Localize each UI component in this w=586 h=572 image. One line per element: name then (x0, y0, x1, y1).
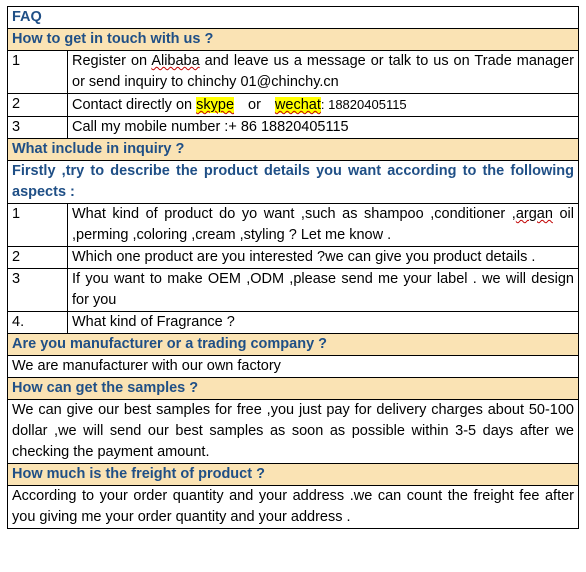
intro-text: Firstly ,try to describe the product details you want according to the following aspects : (8, 161, 579, 204)
answer-text: We are manufacturer with our own factory (8, 356, 579, 378)
table-row (8, 247, 579, 269)
text-segment: and leave us a message or talk to us on Trade manager or send inquiry to chinchy 01@chinchy.cn (72, 53, 574, 90)
question-4-heading: How can get the samples ? (8, 378, 579, 400)
question-1-header (8, 29, 579, 51)
text-segment: What kind of product do yo want ,such as shampoo ,conditioner , (72, 206, 516, 222)
row-text: Which one product are you interested ?we can give you product details . (68, 247, 579, 269)
text-segment: argan (515, 206, 553, 222)
text-segment: oil ,perming ,coloring ,cream ,styling ? Let me know . (72, 206, 574, 243)
question-3-header (8, 334, 579, 356)
row-text: Call my mobile number :+ 86 18820405115 (68, 117, 579, 139)
intro-row (8, 161, 579, 204)
row-text (68, 51, 579, 94)
row-number: 2 (8, 94, 68, 117)
question-5-header (8, 464, 579, 486)
row-number: 3 (8, 117, 68, 139)
table-row (8, 51, 579, 94)
phone-number: : 18820405115 (320, 97, 407, 112)
text-segment: Register on (72, 53, 152, 69)
row-number: 2 (8, 247, 68, 269)
row-number: 1 (8, 204, 68, 247)
row-number: 1 (8, 51, 68, 94)
wechat-link[interactable]: wechat (274, 97, 321, 113)
question-3-heading: Are you manufacturer or a trading company ? (8, 334, 579, 356)
answer-text: According to your order quantity and your address .we can count the freight fee after you giving me your order quantity and your address . (8, 486, 579, 529)
row-text (68, 94, 579, 117)
text-segment: or (248, 97, 261, 113)
answer-row (8, 356, 579, 378)
faq-title: FAQ (8, 7, 579, 29)
table-row (8, 312, 579, 334)
table-row (8, 117, 579, 139)
table-row (8, 94, 579, 117)
alibaba-link[interactable]: Alibaba (151, 53, 200, 69)
table-row (8, 269, 579, 312)
question-2-header (8, 139, 579, 161)
faq-table (7, 6, 579, 529)
row-number: 4. (8, 312, 68, 334)
question-2-heading: What include in inquiry ? (8, 139, 579, 161)
skype-link[interactable]: skype (196, 97, 235, 113)
question-5-heading: How much is the freight of product ? (8, 464, 579, 486)
text-segment: Contact directly on (72, 97, 197, 113)
answer-row (8, 486, 579, 529)
table-row (8, 204, 579, 247)
faq-title-row (8, 7, 579, 29)
answer-row (8, 400, 579, 464)
row-number: 3 (8, 269, 68, 312)
answer-text: We can give our best samples for free ,you just pay for delivery charges about 50-100 dollar ,we will send our best samples as soon as possible within 3-5 days after we checking the payment amount. (8, 400, 579, 464)
question-4-header (8, 378, 579, 400)
row-text (68, 204, 579, 247)
row-text: What kind of Fragrance ? (68, 312, 579, 334)
row-text: If you want to make OEM ,ODM ,please send me your label . we will design for you (68, 269, 579, 312)
question-1-heading: How to get in touch with us ? (8, 29, 579, 51)
